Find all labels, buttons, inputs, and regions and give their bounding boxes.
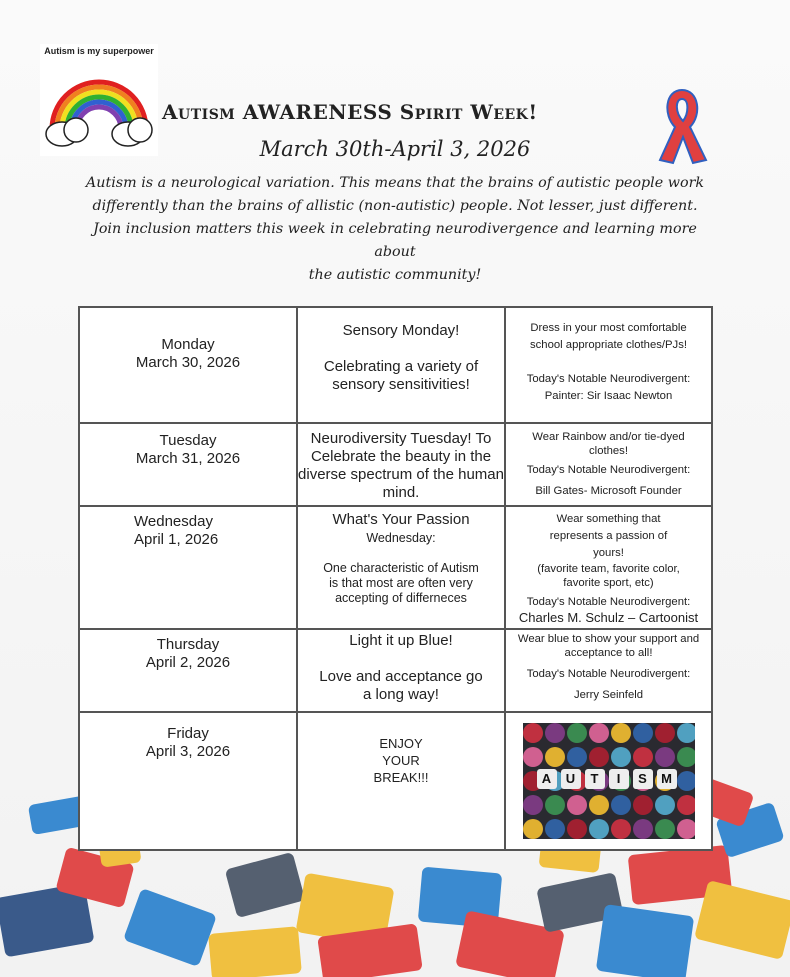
date: March 30, 2026 <box>135 354 241 371</box>
theme-cell <box>297 712 505 850</box>
intro-text <box>80 172 710 287</box>
page-title: Autism AWARENESS Spirit Week! <box>162 100 538 124</box>
notable-person: Charles M. Schulz – Cartoonist <box>518 610 699 625</box>
theme: Sensory Monday! <box>342 322 460 339</box>
dot <box>677 795 695 815</box>
dot <box>545 723 565 743</box>
table-row <box>79 423 712 506</box>
dot <box>677 747 695 767</box>
dot <box>523 795 543 815</box>
dot <box>567 819 587 839</box>
dot <box>545 819 565 839</box>
dress-examples: (favorite team, favorite color, favorite sport, etc) <box>537 563 680 589</box>
day-cell <box>79 307 297 423</box>
dot <box>567 795 587 815</box>
table-row <box>79 506 712 629</box>
day: Tuesday <box>159 432 217 449</box>
dot <box>633 723 653 743</box>
day: Thursday <box>156 636 220 653</box>
dot <box>567 747 587 767</box>
puzzle-piece-icon <box>208 926 302 977</box>
theme: What's Your Passion <box>332 511 470 528</box>
date: March 31, 2026 <box>135 450 241 467</box>
dot <box>545 747 565 767</box>
table-row <box>79 629 712 712</box>
details-cell <box>505 307 712 423</box>
details-cell <box>505 423 712 506</box>
dress-code: Wear blue to show your support and acceptance to all! <box>517 633 700 659</box>
notable-person: Jerry Seinfeld <box>573 689 644 701</box>
notable-label: Today's Notable Neurodivergent: <box>526 596 691 608</box>
intro-line: differently than the brains of allistic (non-autistic) people. Not lesser, just different. <box>92 198 698 214</box>
date-range: March 30th-April 3, 2026 <box>259 137 531 161</box>
dot <box>589 819 609 839</box>
theme: Neurodiversity Tuesday! To Celebrate the beauty in the diverse spectrum of the human mind. <box>298 430 504 501</box>
notable-label: Today's Notable Neurodivergent: <box>526 668 691 680</box>
theme-desc: Love and acceptance go a long way! <box>319 668 483 703</box>
notable-label: Today's Notable Neurodivergent: <box>526 373 691 385</box>
dot <box>611 819 631 839</box>
letter-block: S <box>633 769 653 789</box>
dot <box>589 795 609 815</box>
letter-block: I <box>609 769 629 789</box>
dot <box>523 819 543 839</box>
theme-cell <box>297 629 505 712</box>
theme: Light it up Blue! <box>349 632 453 649</box>
dress-code: Wear Rainbow and/or tie-dyed clothes! <box>532 431 685 457</box>
notable-person: Painter: Sir Isaac Newton <box>544 390 673 402</box>
date: April 2, 2026 <box>145 654 231 671</box>
theme-desc: Celebrating a variety of sensory sensitivities! <box>323 358 479 393</box>
day-cell <box>79 506 297 629</box>
theme-cell <box>297 506 505 629</box>
dot <box>633 747 653 767</box>
day: Wednesday <box>134 513 213 530</box>
intro-line: the autistic community! <box>308 267 482 283</box>
dot <box>611 747 631 767</box>
details-cell <box>505 506 712 629</box>
dot <box>567 723 587 743</box>
intro-line: Autism is a neurological variation. This means that the brains of autistic people work <box>85 175 705 191</box>
theme-cell <box>297 423 505 506</box>
letter-block: U <box>561 769 581 789</box>
date: April 1, 2026 <box>134 531 219 548</box>
dot <box>523 723 543 743</box>
dot <box>589 747 609 767</box>
puzzle-piece-icon <box>596 904 694 977</box>
theme: ENJOY YOUR BREAK!!! <box>373 736 429 785</box>
dot <box>633 795 653 815</box>
theme-desc: One characteristic of Autism is that most are often very accepting of differneces <box>323 561 479 605</box>
day: Friday <box>167 725 209 742</box>
dot <box>611 723 631 743</box>
dot <box>677 819 695 839</box>
puzzle-piece-icon <box>225 852 306 918</box>
dot <box>655 795 675 815</box>
dress-code: Wear something that represents a passion of yours! <box>549 513 668 559</box>
logo-text: Autism is my superpower <box>44 46 154 56</box>
puzzle-piece-icon <box>694 880 790 960</box>
date: April 3, 2026 <box>145 743 231 760</box>
day-cell <box>79 423 297 506</box>
puzzle-piece-icon <box>123 888 217 967</box>
letter-block: T <box>585 769 605 789</box>
dot <box>545 795 565 815</box>
dot <box>677 723 695 743</box>
intro-line: Join inclusion matters this week in celebrating neurodivergence and learning more about <box>93 221 697 260</box>
dot <box>677 771 695 791</box>
day: Monday <box>161 336 215 353</box>
autism-blocks-image <box>523 723 695 839</box>
theme-sub: Wednesday: <box>366 531 436 545</box>
theme-cell <box>297 307 505 423</box>
day-cell <box>79 712 297 850</box>
letter-block: A <box>537 769 557 789</box>
table-row <box>79 712 712 850</box>
letter-block: M <box>657 769 677 789</box>
dot <box>523 747 543 767</box>
dot <box>655 723 675 743</box>
notable-person: Bill Gates- Microsoft Founder <box>535 485 682 497</box>
day-cell <box>79 629 297 712</box>
image-cell <box>505 712 712 850</box>
notable-label: Today's Notable Neurodivergent: <box>526 464 691 476</box>
dress-code: Dress in your most comfortable school appropriate clothes/PJs! <box>530 322 687 351</box>
dot <box>655 819 675 839</box>
table-row <box>79 307 712 423</box>
dot <box>633 819 653 839</box>
dot <box>589 723 609 743</box>
dot <box>655 747 675 767</box>
details-cell <box>505 629 712 712</box>
dot <box>611 795 631 815</box>
schedule-table <box>78 306 713 851</box>
